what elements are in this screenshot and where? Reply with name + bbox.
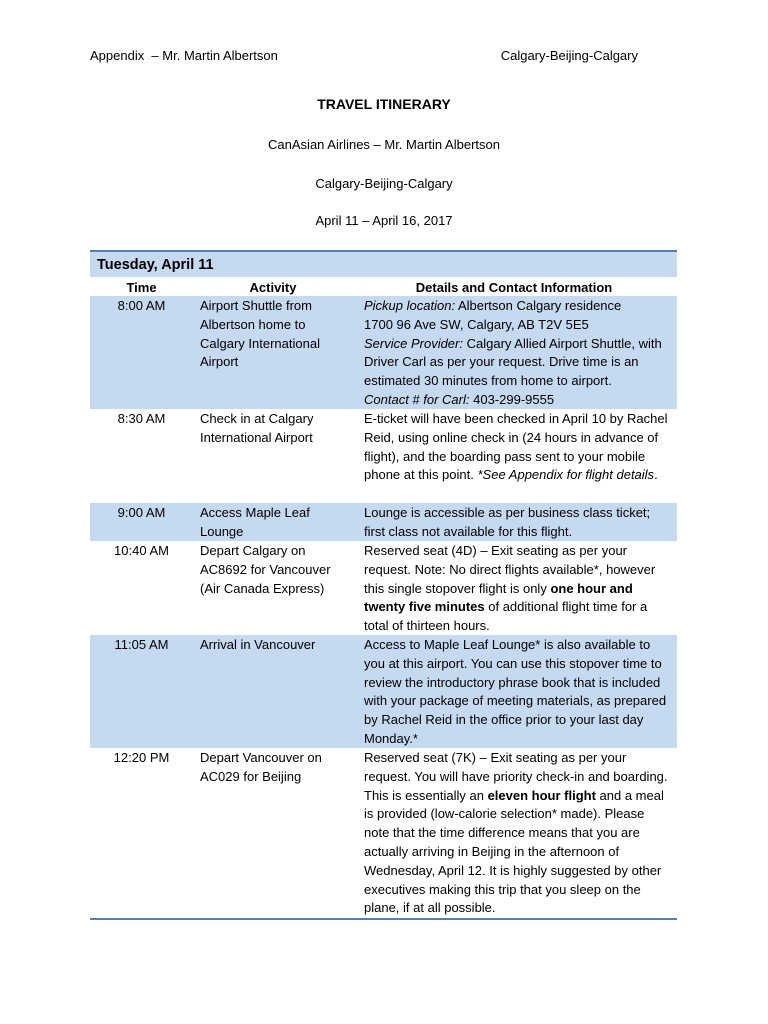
row-activity: Arrival in Vancouver — [200, 637, 316, 652]
row-activity: Access Maple Leaf Lounge — [200, 505, 310, 539]
table-row — [90, 748, 677, 918]
details-text: Calgary Allied Airport Shuttle, with Driver Carl as per your request. Drive time is an estimated 30 minutes from home to airport. — [364, 335, 662, 389]
details-text: and a meal is provided (low-calorie selection* made). Please note that the time difference means that you are actually arriving in Beijing in the afternoon of Wednesday, April 12. It is highly suggested by other executives making this trip that you sleep on the plane, if at all possible. — [364, 787, 664, 916]
row-activity: Check in at Calgary International Airport — [200, 411, 314, 445]
row-activity: Depart Vancouver on AC029 for Beijing — [200, 750, 322, 784]
row-activity: Depart Calgary on AC8692 for Vancouver (Air Canada Express) — [200, 543, 331, 596]
document-title: TRAVEL ITINERARY — [317, 96, 451, 112]
row-time: 11:05 AM — [114, 637, 169, 652]
table-row — [90, 635, 677, 748]
details-text: of additional flight time for a total of thirteen hours. — [364, 599, 648, 634]
airline-passenger-line: CanAsian Airlines – Mr. Martin Albertson — [268, 137, 500, 152]
table-row — [90, 541, 677, 635]
row-details — [357, 541, 677, 635]
details-text: E-ticket will have been checked in April 10 by Rachel Reid, using online check in (24 hours in advance of flight), and the boarding pass sent to your mobile phone at this point. — [364, 411, 668, 483]
details-text: Reserved seat (4D) – Exit seating as per your request. Note: No direct flights available*, however this single stopover flight is only — [364, 543, 656, 596]
details-label: Service Provider: — [364, 335, 463, 351]
itinerary-table — [90, 250, 677, 920]
table-row — [90, 409, 677, 503]
details-text: Access to Maple Leaf Lounge* is also available to you at this airport. You can use this stopover time to review the introductory phrase book that is included with your package of meeting materials, as prepared by Rachel Reid in the office prior to your last day Monday.* — [364, 637, 667, 746]
details-emphasis: one hour and twenty five minutes — [364, 580, 633, 615]
route-line: Calgary-Beijing-Calgary — [315, 176, 453, 191]
row-details — [357, 635, 677, 748]
header-left: Appendix – Mr. Martin Albertson — [90, 48, 278, 63]
row-details — [357, 748, 677, 918]
row-activity: Airport Shuttle from Albertson home to Calgary International Airport — [200, 298, 320, 370]
column-header-time: Time — [126, 280, 157, 295]
details-text: Lounge is accessible as per business class ticket; first class not available for this flight. — [364, 505, 651, 539]
row-details — [357, 409, 677, 503]
row-details — [357, 503, 677, 541]
details-text: 1700 96 Ave SW, Calgary, AB T2V 5E5 — [364, 316, 589, 332]
column-header-details: Details and Contact Information — [415, 280, 613, 295]
row-details — [357, 296, 677, 409]
details-text: Albertson Calgary residence — [455, 298, 622, 313]
table-row — [90, 296, 677, 409]
details-text: Reserved seat (7K) – Exit seating as per your request. You will have priority check-in and boarding. This is essentially an — [364, 750, 668, 803]
details-text: 403-299-9555 — [469, 391, 555, 407]
details-text: . — [654, 467, 658, 483]
date-range-line: April 11 – April 16, 2017 — [315, 213, 453, 228]
details-label: Contact # for Carl: — [364, 391, 470, 407]
row-time: 12:20 PM — [113, 750, 170, 765]
table-row — [90, 503, 677, 541]
details-note: *See Appendix for flight details — [477, 467, 655, 483]
details-label: Pickup location: — [364, 298, 456, 313]
details-emphasis: eleven hour flight — [487, 787, 596, 803]
header-right: Calgary-Beijing-Calgary — [500, 48, 638, 63]
row-time: 9:00 AM — [117, 505, 166, 520]
column-header-activity: Activity — [249, 280, 297, 295]
row-time: 10:40 AM — [114, 543, 169, 558]
table-header-row — [90, 277, 677, 296]
page-header — [90, 48, 638, 66]
row-time: 8:00 AM — [117, 298, 166, 313]
day-heading: Tuesday, April 11 — [90, 252, 677, 277]
row-time: 8:30 AM — [117, 411, 166, 426]
